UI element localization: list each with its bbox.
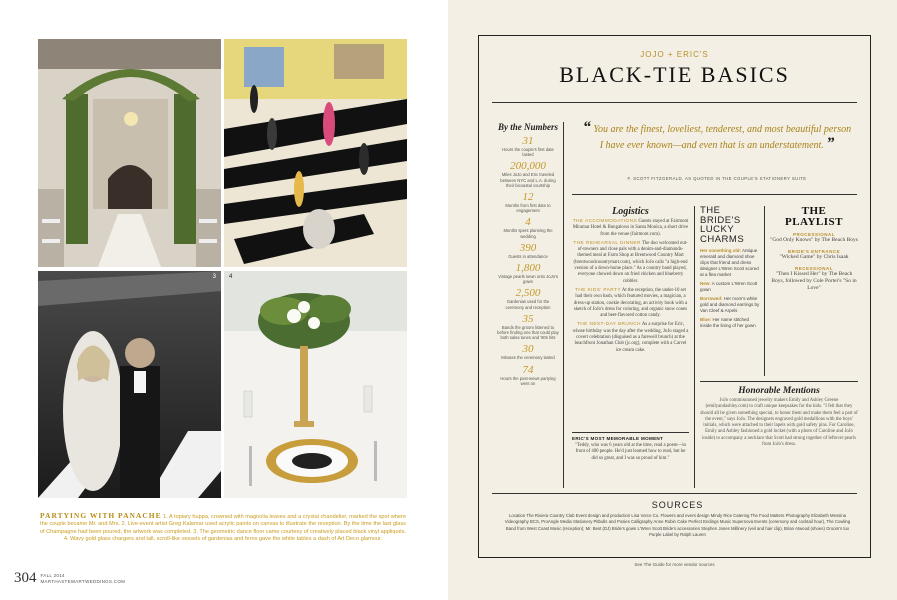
- stat-value: 1,800: [515, 262, 541, 275]
- stat-label: Vintage pearls sewn onto JoJo's gown: [498, 274, 558, 285]
- folio-issue: FALL 2014: [40, 572, 65, 578]
- lucky-charms-title: [700, 206, 760, 244]
- logistics-item-title: THE ACCOMMODATIONS: [572, 219, 638, 224]
- page-number: 304: [14, 570, 37, 586]
- lucky-charms-title-line: THE: [700, 205, 721, 216]
- charm-label: New:: [700, 281, 711, 286]
- folio-site: MARTHASTEWARTWEDDINGS.COM: [40, 578, 126, 584]
- playlist-title-line: PLAYLIST: [784, 216, 843, 228]
- logistics-item-title: THE KIDS' PARTY: [575, 287, 621, 293]
- stat: [497, 343, 559, 360]
- logistics-item-text: The duo welcomed out-of-towners and close pals with a denim-and-diamonds-themed meal at Farm Shop at Brentwood Country Mart (brentwoodcountrymart.com), which JoJo calls "a high-end version of a down-home place." As a country band played, everyone chowed down on fried chicken and blueberry cobbler.: [573, 240, 688, 284]
- open-quote-mark: “: [582, 119, 591, 136]
- left-page: [0, 0, 448, 600]
- close-quote-mark: ”: [826, 134, 835, 152]
- by-the-numbers: [497, 122, 559, 389]
- quote-attribution: F. SCOTT FITZGERALD, AS QUOTED IN THE COUPLE'S STATIONERY SUITE: [627, 176, 807, 181]
- topiary-huppa-image: [38, 39, 221, 267]
- stat-value: 30: [522, 343, 534, 356]
- stat: [497, 135, 559, 157]
- pull-quote: [582, 121, 852, 152]
- stat-label: Months from first date to engagement: [505, 203, 551, 214]
- charm-text: Her mom's white gold and diamond earrings by Van Cleef & Arpels: [700, 296, 760, 313]
- lucky-charms-title-line: LUCKY: [700, 224, 735, 235]
- stat: [497, 364, 559, 386]
- stat-label: Bands the groom listened to before finding one that could play both salsa tunes and '80s hits: [497, 324, 559, 341]
- photo-topiary-huppa: [38, 39, 221, 267]
- stat-value: 200,000: [510, 160, 546, 173]
- charm-label: Blue:: [700, 317, 712, 322]
- logistics-item-text: As a surprise for Eric, whose birthday was the day after the wedding, JoJo staged a covert celebration (disguised as a farewell brunch) at the beachfront Jonathan Club (jc.org), complete with a Carvel ice cream cake.: [572, 322, 689, 353]
- logistics-divider: [694, 206, 695, 488]
- lucky-charms-title-line: CHARMS: [700, 233, 745, 245]
- folio-meta: [41, 573, 126, 585]
- charms-divider: [764, 206, 765, 376]
- stat: [497, 262, 559, 284]
- playlist-item: [770, 249, 858, 261]
- photo-number-3: 3: [212, 274, 216, 280]
- playlist-key: BRIDE'S ENTRANCE: [787, 249, 841, 254]
- sources: [500, 500, 855, 539]
- charm-text: A custom L'Wren Scott gown: [700, 281, 758, 292]
- stat: [497, 313, 559, 341]
- table-setting-image: [224, 271, 407, 498]
- charm-item: [700, 317, 760, 329]
- live-painting-image: [224, 39, 407, 267]
- memorable-title: ERIC'S MOST MEMORABLE MOMENT: [572, 436, 664, 441]
- stat-value: 12: [522, 191, 534, 204]
- stat-value: 35: [522, 312, 534, 325]
- charm-text: Her name stitched inside the lining of her gown: [700, 317, 756, 328]
- sources-rule: [492, 493, 857, 494]
- logistics-item: [572, 288, 689, 319]
- honorable-title: Honorable Mentions: [738, 386, 820, 396]
- logistics-item-text: Guests stayed at Fairmont Miramar Hotel & Bungalows in Santa Monica, a short drive from the venue (fairmont.com).: [572, 219, 689, 237]
- first-dance-image: [38, 271, 221, 498]
- logistics-item: [572, 241, 689, 285]
- charm-item: [700, 296, 760, 314]
- playlist-title: [770, 206, 858, 228]
- caption-title: PARTYING WITH PANACHE: [40, 511, 162, 520]
- playlist-song: "God Only Knows" by The Beach Boys: [770, 237, 858, 243]
- playlist-item: [770, 232, 858, 244]
- memorable-text: "Teddy, who was 6 years old at the time, read a poem—in front of 400 people. He'd just learned how to read, but he did so great, and I was so proud of him.": [575, 443, 686, 461]
- logistics-item-text: At the reception, the under-10 set had their own bash, which featured movies, a magician, a dress-up station, cookie decorating, an activity book with a sketch of JoJo's dress for coloring, and organic snow cones and beet-flavored cotton candy.: [573, 287, 688, 319]
- stat: [497, 191, 559, 213]
- stat-label: Hours the couple's first date lasted: [502, 147, 554, 158]
- stat-label: Guests in attendance: [508, 253, 548, 259]
- logistics-title: Logistics: [612, 206, 649, 217]
- quote-text: You are the finest, loveliest, tenderest, and most beautiful person I have ever known—and even that is an understatement.: [593, 124, 852, 151]
- sources-title: SOURCES: [651, 500, 704, 510]
- playlist-key: RECESSIONAL: [794, 266, 833, 271]
- stat-value: 31: [522, 135, 534, 147]
- stat-value: 390: [519, 241, 537, 254]
- logistics-item: [572, 322, 689, 353]
- stat-label: Minutes the ceremony lasted: [501, 355, 555, 361]
- folio: [14, 570, 125, 587]
- lucky-charms: [700, 206, 760, 332]
- title-rule: [492, 102, 857, 103]
- logistics-item-title: THE REHEARSAL DINNER: [573, 240, 641, 246]
- photo-number-4: 4: [229, 274, 233, 280]
- charm-item: [700, 248, 760, 278]
- stat-value: 4: [525, 216, 531, 229]
- playlist: [770, 206, 858, 297]
- honorable-text: JoJo commissioned jewelry makers Emily and Ashley Greene (emilyandashley.com) to craft unique keepsakes for the kids. "I felt that they should all be given something special, to honor them and make them feel a part of the event," says JoJo. The designers engraved gold medallions with the boys' initials, which were attached to their lapels with gold safety pins. For Caroline, Emily and Ashley fashioned a gold locket (with a photo of Caroline and JoJo inside) to accompany a necklace that Scott had strung together of leftover pearls from JoJo's dress.: [700, 398, 858, 448]
- playlist-title-line: THE: [801, 205, 827, 217]
- quote-rule: [572, 194, 857, 195]
- stat: [497, 287, 559, 309]
- playlist-item: [770, 266, 858, 292]
- page-title: BLACK-TIE BASICS: [559, 62, 790, 87]
- stat-label: Miles JoJo and Eric traveled between NYC and L.A. during their bicoastal courtship: [500, 172, 556, 188]
- stat: [497, 242, 559, 259]
- photo-first-dance: [38, 271, 221, 498]
- stat-label: Hours the post-wows partying went on: [500, 375, 556, 386]
- photo-table-setting: [224, 271, 407, 498]
- stat-label: Months spent planning the wedding: [503, 228, 553, 239]
- honorable-rule: [700, 381, 858, 382]
- memorable-rule: [572, 432, 689, 433]
- kicker: JOJO + ERIC'S: [640, 50, 709, 59]
- stat: [497, 216, 559, 238]
- logistics-section: [572, 206, 689, 357]
- see-guide-note: See The Guide for more vendor sources: [634, 562, 715, 567]
- lucky-charms-title-line: BRIDE'S: [700, 214, 741, 226]
- sources-text: Location The Riviera Country Club Event design and production Lisa Vorce Co. Flowers and event design Mindy Rice Catering The Food Matters Photography Elizabeth Messina Videography BCS, ProAngle Media Stationery Pitbulls and Posies Calligraphy Anne Robin Cake Perfect Endings Music Supernova Events (ceremony and cocktail hour), The Cowling Band from West Coast Music (reception); Mr. Best (DJ) Bride's gown L'Wren Scott Bride's accessories Stephen Jones Millinery (veil and hair clip), Brian Atwood (shoes) Groom's tux Purple Label by Ralph Lauren: [504, 513, 851, 538]
- photo-caption: [38, 512, 408, 544]
- honorable-mentions: [700, 386, 858, 448]
- charm-label: Borrowed:: [700, 296, 723, 301]
- charm-item: [700, 281, 760, 293]
- stat-value: 2,500: [515, 287, 541, 300]
- charm-text: Antique emerald and diamond shoe clips that friend and dress designer L'Wren Scott scored at a flea market: [700, 248, 759, 277]
- playlist-key: PROCESSIONAL: [792, 232, 835, 237]
- memorable-moment: [572, 436, 689, 462]
- playlist-song: "Wicked Game" by Chris Isaak: [779, 254, 849, 260]
- stat-label: Gardenias used for the ceremony and reception: [505, 299, 551, 310]
- caption-body: 1. A topiary huppa, crowned with magnolia leaves and a crystal chandelier, marked the spot where the couple became Mr. and Mrs. 2. Live-event artist Greg Kalamar used acrylic paints on canvas to illustrate the reception. By the time the last glass of Champagne had been poured, the artwork was completed. 3. The geometric dance floor came courtesy of creatively placed black vinyl appliqués. 4. Wavy gold glass chargers and tall, scroll-like vessels of gardenias and ferns gave the white tables a dash of Art Deco glamour.: [39, 514, 407, 543]
- logistics-item: [572, 219, 689, 238]
- playlist-song: "Then I Kissed Her" by The Beach Boys, followed by Cole Porter's "So in Love": [771, 271, 857, 291]
- photo-live-painting: [224, 39, 407, 267]
- logistics-item-title: THE NEXT-DAY BRUNCH: [576, 322, 641, 328]
- stat-value: 74: [522, 363, 534, 376]
- numbers-title: By the Numbers: [497, 122, 558, 132]
- charm-label: Her something old:: [700, 248, 742, 253]
- stat: [497, 160, 559, 188]
- numbers-divider: [563, 122, 564, 488]
